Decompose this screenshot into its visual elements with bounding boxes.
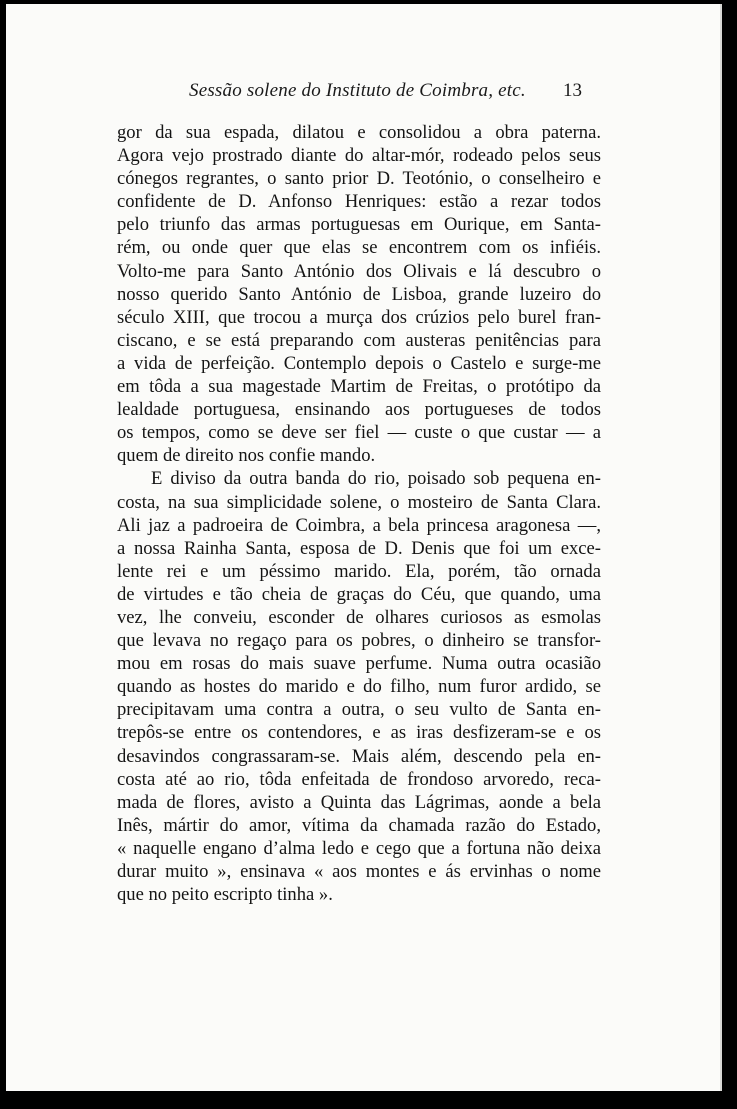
text-line: em tôda a sua magestade Martim de Freitas, o protótipo da xyxy=(117,376,601,398)
page-header xyxy=(6,80,720,106)
text-line: costa até ao rio, tôda enfeitada de frondoso arvoredo, reca- xyxy=(117,768,601,790)
text-line: Volto-me para Santo António dos Olivais e lá descubro o xyxy=(117,260,601,282)
text-line: Inês, mártir do amor, vítima da chamada razão do Estado, xyxy=(117,814,601,836)
text-line: precipitavam uma contra a outra, o seu vulto de Santa en- xyxy=(117,699,601,721)
text-line: a vida de perfeição. Contemplo depois o Castelo e surge-me xyxy=(117,352,601,374)
text-line: E diviso da outra banda do rio, poisado sob pequena en- xyxy=(151,468,601,490)
page-number: 13 xyxy=(563,80,582,101)
text-line: lealdade portuguesa, ensinando aos portugueses de todos xyxy=(117,399,601,421)
text-line: rém, ou onde quer que elas se encontrem com os infiéis. xyxy=(117,237,601,259)
text-line: « naquelle engano d’alma ledo e cego que a fortuna não deixa xyxy=(117,837,601,859)
text-line: Ali jaz a padroeira de Coimbra, a bela princesa aragonesa —, xyxy=(117,514,601,536)
text-line: mou em rosas do mais suave perfume. Numa outra ocasião xyxy=(117,653,601,675)
text-line: de virtudes e tão cheia de graças do Céu, que quando, uma xyxy=(117,583,601,605)
running-title: Sessão solene do Instituto de Coimbra, etc. xyxy=(189,80,526,101)
text-line: mada de flores, avisto a Quinta das Lágrimas, aonde a bela xyxy=(117,791,601,813)
body-text xyxy=(117,121,601,906)
text-line: durar muito », ensinava « aos montes e ás ervinhas o nome xyxy=(117,861,601,882)
text-line: cónegos regrantes, o santo prior D. Teotónio, o conselheiro e xyxy=(117,168,601,190)
text-line: confidente de D. Anfonso Henriques: estão a rezar todos xyxy=(117,191,601,213)
text-line: costa, na sua simplicidade solene, o mosteiro de Santa Clara. xyxy=(117,491,601,513)
text-line: quem de direito nos confie mando. xyxy=(117,445,376,467)
text-line: nosso querido Santo António de Lisboa, grande luzeiro do xyxy=(117,283,601,305)
text-line: Agora vejo prostrado diante do altar-mór, rodeado pelos seus xyxy=(117,145,601,167)
text-line: vez, lhe conveiu, esconder de olhares curiosos as esmolas xyxy=(117,606,601,628)
text-line: trepôs-se entre os contendores, e as iras desfizeram-se e os xyxy=(117,722,601,744)
text-line: gor da sua espada, dilatou e consolidou a obra paterna. xyxy=(117,122,601,143)
text-line: que no peito escripto tinha ». xyxy=(117,884,333,906)
text-line: ciscano, e se está preparando com austeras penitências para xyxy=(117,329,601,351)
text-line: desavindos congrassaram-se. Mais além, descendo pela en- xyxy=(117,745,601,767)
text-line: a nossa Rainha Santa, esposa de D. Denis que foi um exce- xyxy=(117,537,601,559)
text-line: os tempos, como se deve ser fiel — custe o que custar — a xyxy=(117,422,601,444)
text-line: que levava no regaço para os pobres, o dinheiro se transfor- xyxy=(117,630,601,652)
text-line: quando as hostes do marido e do filho, num furor ardido, se xyxy=(117,676,601,698)
book-page xyxy=(6,4,722,1091)
text-line: lente rei e um péssimo marido. Ela, porém, tão ornada xyxy=(117,560,601,582)
paragraph-2 xyxy=(117,467,601,906)
text-line: século XIII, que trocou a murça dos crúzios pelo burel fran- xyxy=(117,306,601,328)
paragraph-1 xyxy=(117,121,601,467)
text-line: pelo triunfo das armas portuguesas em Ourique, em Santa- xyxy=(117,214,601,236)
